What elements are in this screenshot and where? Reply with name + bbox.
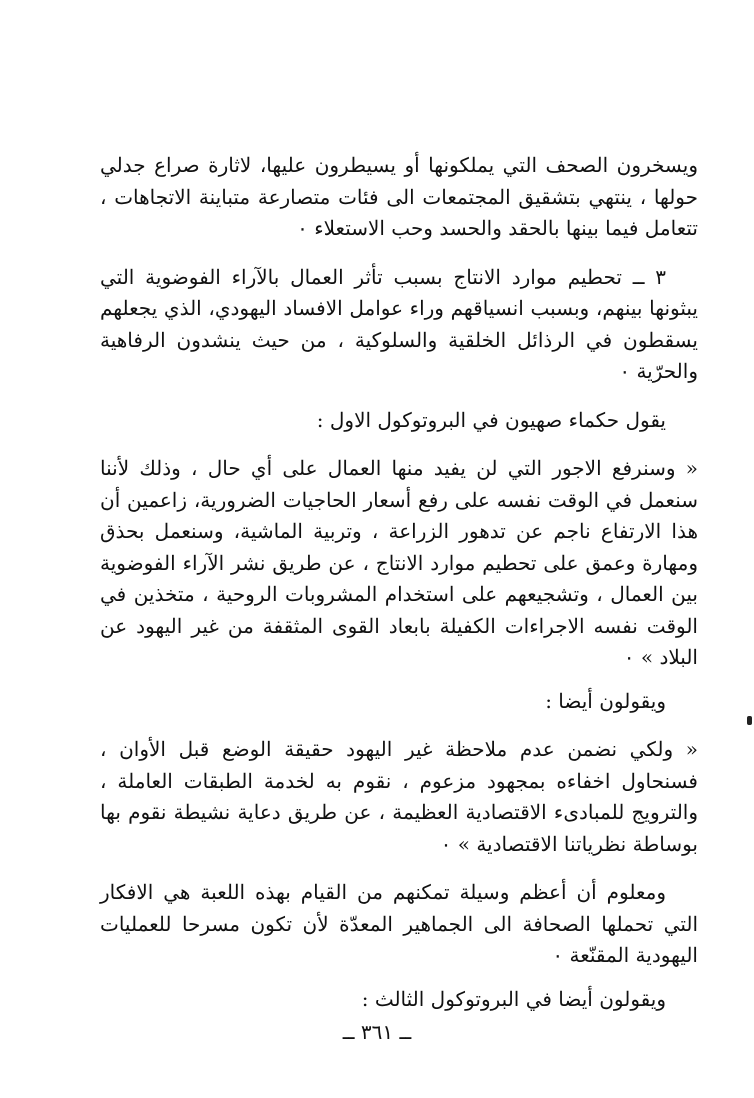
paragraph-intro-protocol-1: يقول حكماء صهيون في البروتوكول الاول : bbox=[316, 407, 666, 432]
paragraph-commentary: ومعلوم أن أعظم وسيلة تمكنهم من القيام بهذه اللعبة هي الافكار التي تحملها الصحافة الى الجماهير المعدّة لأن تكون مسرحا للعمليات اليهودية المقنّعة ٠ bbox=[100, 880, 699, 967]
quote-2: « ولكي نضمن عدم ملاحظة غير اليهود حقيقة الوضع قبل الأوان ، فسنحاول اخفاءه بمجهود مزعوم ، نقوم به لخدمة الطبقات العاملة ، والترويج للمبادىء الاقتصادية العظيمة ، عن طريق دعاية نشيطة نقوم بها بوساطة نظرياتنا الاقتصادية » ٠ bbox=[100, 737, 699, 856]
page-body bbox=[100, 150, 698, 1015]
margin-mark bbox=[747, 716, 752, 725]
paragraph-2: ٣ ــ تحطيم موارد الانتاج بسبب تأثر العمال بالآراء الفوضوية التي يبثونها بينهم، وبسبب انسياقهم وراء عوامل الافساد اليهودي، الذي يجعلهم يسقطون في الرذائل الخلقية والسلوكية ، من حيث ينشدون الرفاهية والحرّية ٠ bbox=[100, 264, 698, 383]
paragraph-intro-protocol-3: ويقولون أيضا في البروتوكول الثالث : bbox=[361, 986, 666, 1011]
paragraph-1: ويسخرون الصحف التي يملكونها أو يسيطرون عليها، لاثارة صراع جدلي حولها ، ينتهي بتشقيق المجتمعات الى فئات متصارعة متباينة الاتجاهات ، تتعامل فيما بينها بالحقد والحسد وحب الاستعلاء ٠ bbox=[100, 153, 698, 240]
quote-1: « وسنرفع الاجور التي لن يفيد منها العمال على أي حال ، وذلك لأننا سنعمل في الوقت نفسه على رفع أسعار الحاجيات الضرورية، زاعمين أن هذا الارتفاع ناجم عن تدهور الزراعة ، وتربية الماشية، وسنعمل بحذق ومهارة وعمق على تحطيم موارد الانتاج ، عن طريق نشر الآراء الفوضوية بين العمال ، وتشجيعهم على استخدام المشروبات الروحية ، متخذين في الوقت نفسه الاجراءات الكفيلة بابعاد القوى المثقفة من غير اليهود عن البلاد » ٠ bbox=[100, 456, 698, 669]
page-number: ــ ٣٦١ ــ bbox=[342, 1020, 412, 1044]
paragraph-also-say-1: ويقولون أيضا : bbox=[545, 688, 666, 713]
